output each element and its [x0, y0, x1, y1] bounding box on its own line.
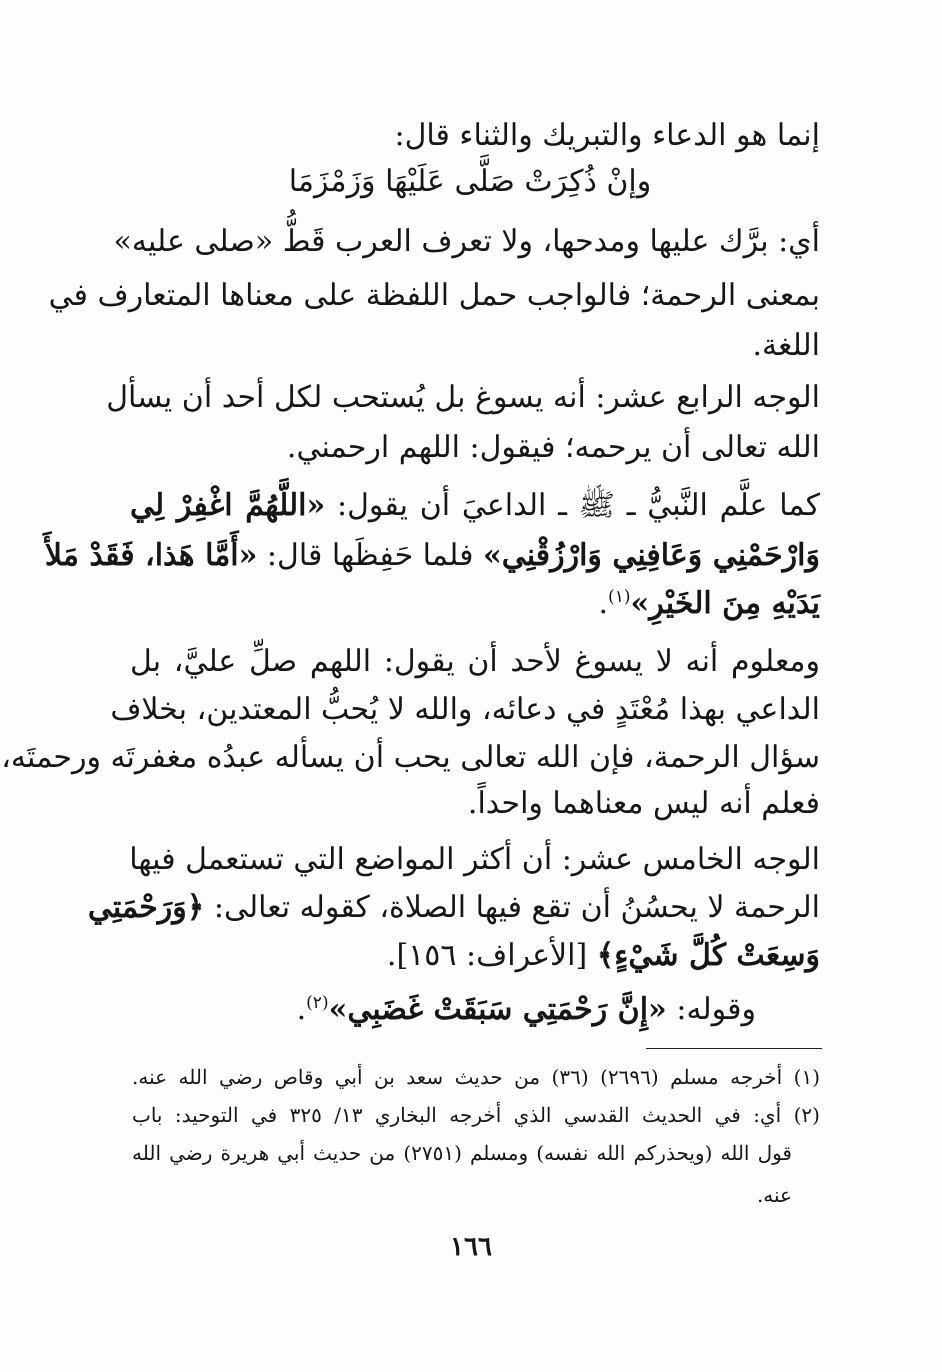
quran-reference: [الأعراف: ١٥٦].: [386, 938, 597, 973]
paragraph-3-line-1: [130, 486, 820, 526]
paragraph-5-line-3: [130, 936, 820, 976]
paragraph-6-line-1: [130, 990, 756, 1030]
hadith-quote: وَارْحَمْنِي وَعَافِنِي وَارْزُقْنِي»: [482, 538, 820, 573]
paragraph-2-line-2: الله تعالى أن يرحمه؛ فيقول: اللهم ارحمني.: [286, 430, 820, 465]
hadith-quote: «إِنَّ رَحْمَتِي سَبَقَتْ غَضَبِي»: [328, 992, 667, 1027]
footnote-separator: [646, 1048, 822, 1049]
paragraph-5-line-1: الوجه الخامس عشر: أن أكثر المواضع التي تستعمل فيها: [129, 842, 820, 877]
paragraph-6-text: .: [296, 992, 307, 1027]
hadith-quote: يَدَيْهِ مِنَ الخَيْرِ»: [630, 586, 820, 621]
paragraph-5-text: الرحمة لا يحسُنُ أن تقع فيها الصلاة، كقوله تعالى:: [204, 890, 820, 925]
paragraph-2-line-1: الوجه الرابع عشر: أنه يسوغ بل يُستحب لكل أحد أن يسأل: [106, 380, 820, 415]
paragraph-1-line-2: بمعنى الرحمة؛ فالواجب حمل اللفظة على معناها المتعارف في: [48, 278, 820, 313]
paragraph-5-line-2: [87, 888, 820, 928]
footnote-2-line-3: عنه.: [756, 1183, 792, 1207]
footnote-ref-1[interactable]: (١): [608, 587, 631, 607]
paragraph-4-line-2: الداعي بهذا مُعْتَدٍ في دعائه، والله لا يُحبُّ المعتدين، بخلاف: [110, 692, 820, 727]
intro-line: إنما هو الدعاء والتبريك والثناء قال:: [394, 118, 820, 153]
paragraph-4-line-4: فعلم أنه ليس معناهما واحداً.: [467, 786, 820, 821]
paragraph-4-line-3: سؤال الرحمة، فإن الله تعالى يحب أن يسأله عبدُه مغفرتَه ورحمتَه،: [1, 740, 820, 775]
paragraph-3-text: .: [598, 586, 609, 621]
paragraph-6-text: وقوله:: [666, 992, 756, 1027]
paragraph-3-text: كما علَّم النَّبيُّ ـ ﷺ ـ الداعيَ أن يقول:: [325, 488, 820, 523]
paragraph-3-text: فلما حَفِظَها قال:: [257, 538, 483, 573]
paragraph-4-line-1: ومعلوم أنه لا يسوغ لأحد أن يقول: اللهم صلِّ عليَّ، بل: [130, 644, 820, 679]
footnote-2-line-2: قول الله (ويحذركم الله نفسه) ومسلم (٢٧٥١) من حديث أبي هريرة رضي الله: [132, 1141, 792, 1165]
hadith-quote: «أَمَّا هَذا، فَقَدْ مَلأَ: [44, 538, 258, 573]
footnote-1: (١) أخرجه مسلم (٢٦٩٦) (٣٦) من حديث سعد بن أبي وقاص رضي الله عنه.: [132, 1065, 820, 1089]
hadith-quote: «اللَّهُمَّ اغْفِرْ لِي: [130, 488, 326, 523]
quran-quote: وَسِعَتْ كُلَّ شَيْءٍ﴾: [596, 938, 820, 973]
quran-quote: ﴿وَرَحْمَتِي: [87, 890, 205, 925]
footnote-2-line-1: (٢) أي: في الحديث القدسي الذي أخرجه البخاري ١٣/ ٣٢٥ في التوحيد: باب: [132, 1103, 820, 1127]
paragraph-3-line-3: [130, 584, 820, 624]
paragraph-1-line-3: اللغة.: [752, 328, 820, 363]
paragraph-3-line-2: [44, 536, 820, 576]
page-number: ١٦٦: [450, 1232, 492, 1262]
footnote-ref-2[interactable]: (٢): [306, 993, 329, 1013]
paragraph-1-line-1: أي: برَّك عليها ومدحها، ولا تعرف العرب قَطُّ «صلى عليه»: [113, 224, 820, 259]
poetry-verse: وإنْ ذُكِرَتْ صَلَّى عَلَيْهَا وَزَمْزَمَا: [288, 164, 652, 199]
